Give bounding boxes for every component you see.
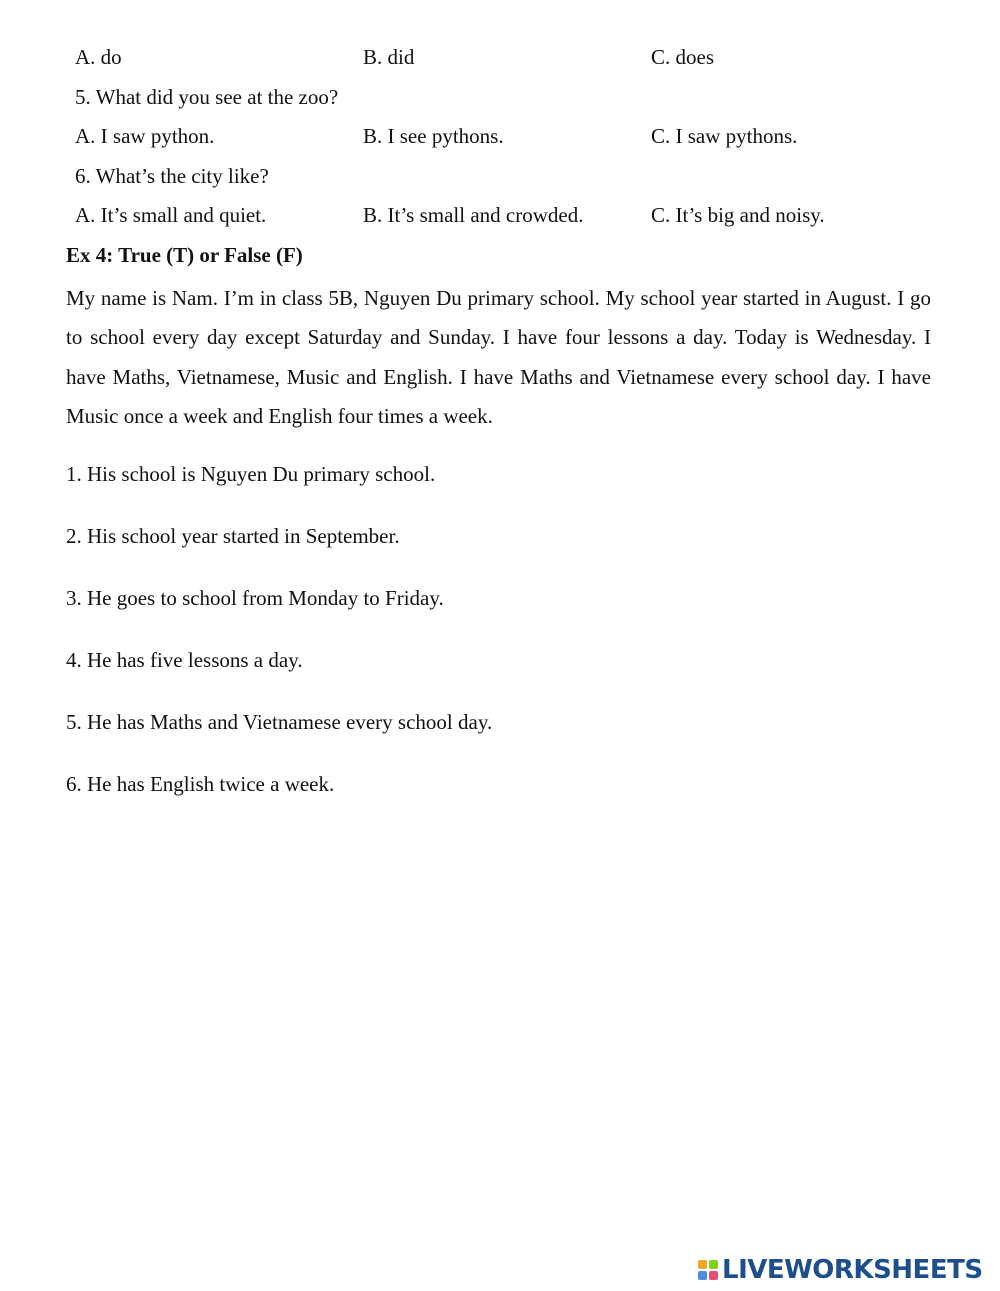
q4-option-a[interactable]: A. do [75,45,122,69]
question-4-options [0,42,1000,72]
q6-option-c[interactable]: C. It’s big and noisy. [651,203,825,227]
liveworksheets-logo-icon [698,1260,718,1280]
question-6-options [0,200,1000,230]
question-5-options [0,121,1000,151]
question-6 [0,161,1000,191]
statement-6: 6. He has English twice a week. [66,772,335,796]
question-5 [0,82,1000,112]
q5-option-b[interactable]: B. I see pythons. [363,124,504,148]
q6-text: 6. What’s the city like? [75,164,269,188]
statement-2: 2. His school year started in September. [66,524,400,548]
q6-option-a[interactable]: A. It’s small and quiet. [75,203,267,227]
statement-1: 1. His school is Nguyen Du primary school. [66,462,436,486]
q4-option-c[interactable]: C. does [651,45,714,69]
exercise-4-heading: Ex 4: True (T) or False (F) [66,243,303,267]
brand-name: LIVEWORKSHEETS [722,1255,983,1285]
q5-option-a[interactable]: A. I saw python. [75,124,215,148]
statement-4: 4. He has five lessons a day. [66,648,303,672]
reading-passage: My name is Nam. I’m in class 5B, Nguyen Du primary school. My school year started in August. I go to school every day except Saturday and Sunday. I have four lessons a day. Today is Wednesday. I have Maths, Vietnamese, Music and English. I have Maths and Vietnamese every school day. I have Music once a week and English four times a week. [66,286,931,428]
q4-option-b[interactable]: B. did [363,45,415,69]
statement-5: 5. He has Maths and Vietnamese every school day. [66,710,493,734]
liveworksheets-brand [698,1255,983,1285]
statement-3: 3. He goes to school from Monday to Friday. [66,586,444,610]
q5-option-c[interactable]: C. I saw pythons. [651,124,798,148]
q6-option-b[interactable]: B. It’s small and crowded. [363,203,584,227]
q5-text: 5. What did you see at the zoo? [75,85,339,109]
